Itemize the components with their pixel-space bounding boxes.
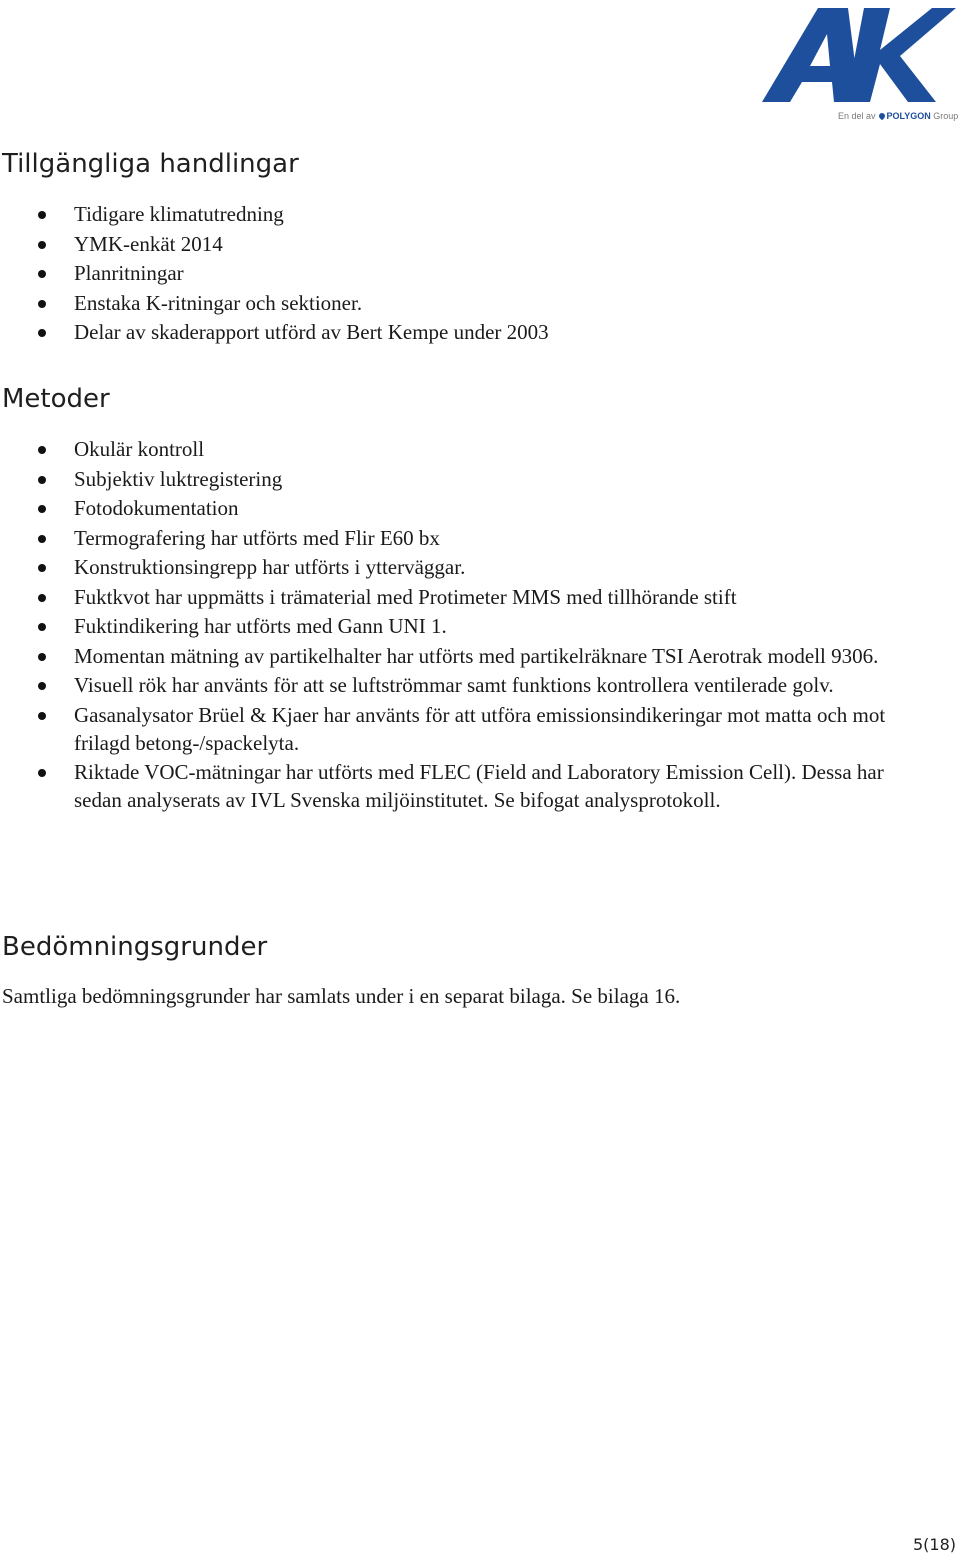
heading-tillgangliga-handlingar: Tillgängliga handlingar <box>2 149 299 179</box>
list-item: Planritningar <box>0 259 900 287</box>
logo-letter-k <box>846 8 956 102</box>
list-item: Visuell rök har använts för att se luftströmmar samt funktions kontrollera ventilerade golv. <box>0 671 900 699</box>
logo-letter-a <box>762 8 860 102</box>
list-item: Termografering har utförts med Flir E60 bx <box>0 524 900 552</box>
logo-tagline-prefix: En del av <box>838 111 876 121</box>
page-number: 5(18) <box>912 1535 956 1554</box>
list-item: Subjektiv luktregistering <box>0 465 900 493</box>
list-item: Momentan mätning av partikelhalter har utförts med partikelräknare TSI Aerotrak modell 9306. <box>0 642 900 670</box>
list-item: Gasanalysator Brüel & Kjaer har använts för att utföra emissionsindikeringar mot matta och mot frilagd betong-/spackelyta. <box>0 701 900 757</box>
ak-logo-mark <box>760 6 956 114</box>
list-item: YMK-enkät 2014 <box>0 230 900 258</box>
available-documents-list <box>0 200 900 348</box>
list-item: Riktade VOC-mätningar har utförts med FLEC (Field and Laboratory Emission Cell). Dessa har sedan analyserats av IVL Svenska miljöinstitutet. Se bifogat analysprotokoll. <box>0 758 900 814</box>
polygon-drop-icon <box>877 112 885 120</box>
heading-bedomningsgrunder: Bedömningsgrunder <box>2 932 268 962</box>
logo-tagline <box>838 111 958 121</box>
list-item: Fuktkvot har uppmätts i trämaterial med Protimeter MMS med tillhörande stift <box>0 583 900 611</box>
logo-tagline-suffix: Group <box>933 111 959 121</box>
list-item: Tidigare klimatutredning <box>0 200 900 228</box>
list-item: Okulär kontroll <box>0 435 900 463</box>
list-item: Fuktindikering har utförts med Gann UNI 1. <box>0 612 900 640</box>
ak-logo <box>760 6 959 124</box>
list-item: Fotodokumentation <box>0 494 900 522</box>
list-item: Delar av skaderapport utförd av Bert Kempe under 2003 <box>0 318 900 346</box>
methods-list <box>0 435 900 816</box>
assessment-basis-paragraph: Samtliga bedömningsgrunder har samlats under i en separat bilaga. Se bilaga 16. <box>2 984 681 1008</box>
logo-tagline-brand: POLYGON <box>886 111 931 121</box>
heading-metoder: Metoder <box>2 384 110 414</box>
list-item: Konstruktionsingrepp har utförts i ytterväggar. <box>0 553 900 581</box>
list-item: Enstaka K-ritningar och sektioner. <box>0 289 900 317</box>
